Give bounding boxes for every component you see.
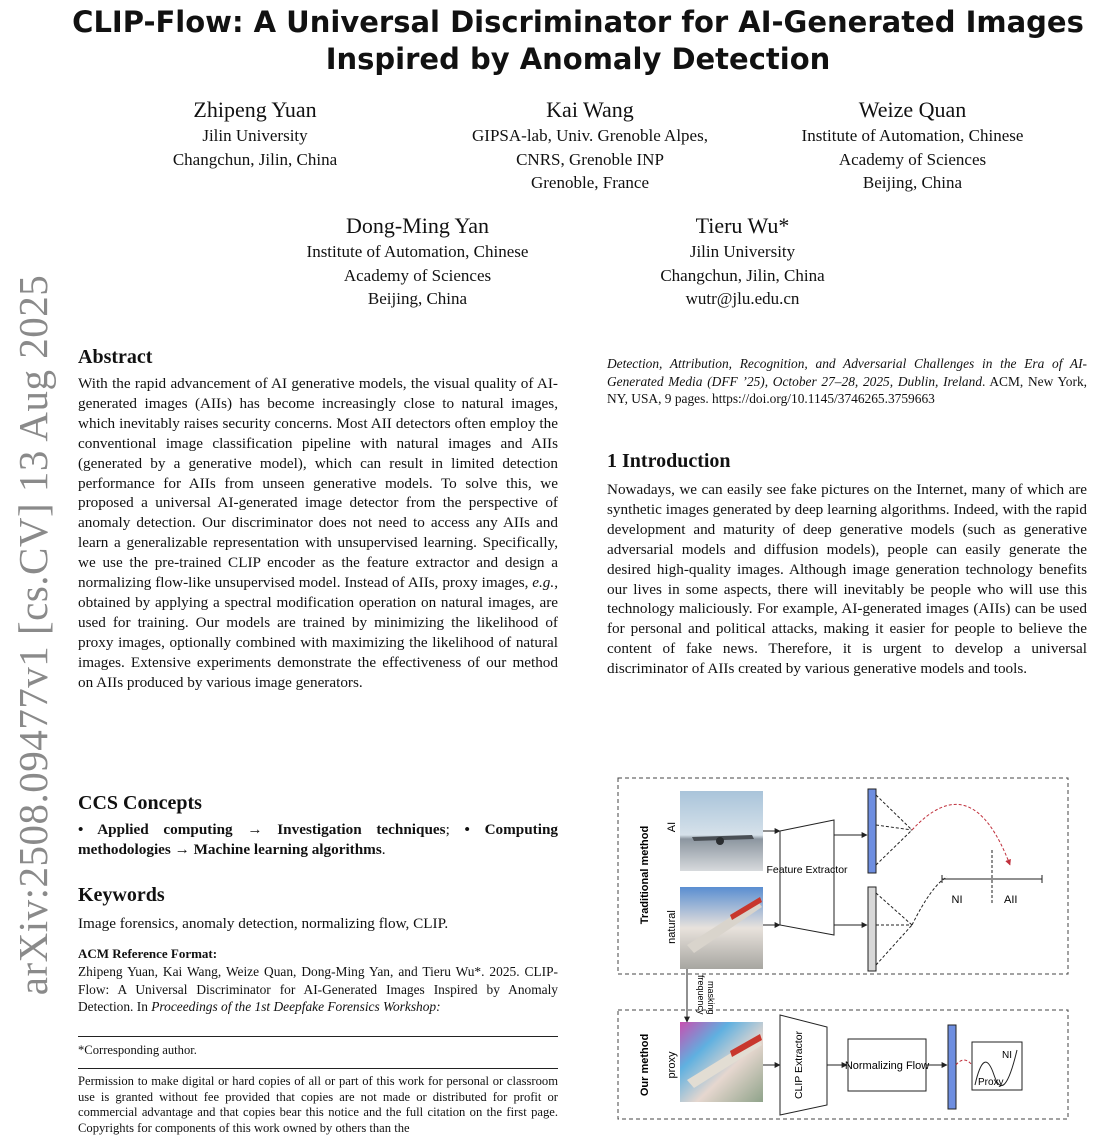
author-email[interactable]: wutr@jlu.edu.cn [685,289,800,308]
ccs-heading: CCS Concepts [78,792,202,814]
author-affiliation: Institute of Automation, Chinese [801,126,1024,145]
author-name: Weize Quan [858,97,967,122]
masking-label: masking [706,981,716,1015]
author-location: Beijing, China [367,289,468,308]
ccs-item: Machine learning algorithms [193,840,382,858]
ni-plot-label: NI [1002,1050,1012,1061]
abstract-text-part: , obtained by applying a spectral modification operation on natural images, are used for training. Our models are trained by minimizing the likelihood of proxy images, optionally combined with maximizing the likelihood of natural images. Extensive experiments demonstrate the effectiveness of our method on AIIs produced by various image generators. [78,574,558,691]
keywords-heading: Keywords [78,884,165,906]
abstract-eg: e.g. [532,574,555,592]
abstract-text [78,374,558,693]
author-affiliation: Jilin University [689,242,796,261]
acm-ref-heading: ACM Reference Format: [78,946,218,961]
ccs-item: Applied computing [97,821,233,838]
author-block [140,96,370,171]
author-block [440,96,740,195]
permission-rule [78,1068,558,1069]
ccs-concepts: • Applied computing → Investigation techniques; • Computing methodologies → Machine learning algorithms. [78,821,559,858]
author-name: Kai Wang [546,97,634,122]
natural-feature-vector [868,887,876,971]
author-block [275,212,560,311]
author-location: Beijing, China [862,173,963,192]
author-block [770,96,1055,195]
feature-extractor-label: Feature Extractor [766,864,848,876]
author-name: Tieru Wu* [695,213,790,238]
acm-ref-continued: Detection, Attribution, Recognition, and Adversarial Challenges in the Era of AI-Generated Media (DFF ’25), October 27–28, 2025, Dublin, Ireland. ACM, New York, NY, USA, 9 pages. https://doi.org/10.1145/3746265.3759663 [607,356,1088,406]
ccs-arrow: → [247,821,263,838]
aii-label: AII [1004,894,1018,906]
ni-label: NI [951,894,963,906]
acm-ref-part: Zhipeng Yuan, Kai Wang, Weize Quan, Dong-Ming Yan, and Tieru Wu*. 2025. CLIP-Flow: A Universal Discriminator for AI-Generated Images Inspired by Anomaly Detection. In [78,964,558,1014]
red-arrow [912,804,1010,865]
ccs-item: Investigation techniques [277,821,446,838]
ai-label: AI [666,821,678,833]
paper-title [60,4,1096,78]
normalizing-flow-label: Normalizing Flow [844,1060,930,1072]
title-line-1: CLIP-Flow: A Universal Discriminator for AI-Generated Images [72,5,1084,39]
acm-ref-part: . ACM, New York, NY, USA, 9 pages. https://doi.org/10.1145/3746265.3759663 [607,373,1088,406]
author-affiliation: Academy of Sciences [343,265,492,285]
method-figure [612,775,1072,1123]
author-affiliation: CNRS, Grenoble INP [516,149,664,169]
arxiv-stamp-text: arXiv:2508.09477v1 [cs.CV] 13 Aug 2025 [10,274,56,996]
clip-extractor-label: CLIP Extractor [793,1030,805,1100]
keywords-text: Image forensics, anomaly detection, normalizing flow, CLIP. [78,915,449,932]
author-name: Zhipeng Yuan [193,97,317,122]
author-location: Grenoble, France [530,173,649,192]
our-method-label: Our method [639,1033,651,1097]
traditional-method-label: Traditional method [639,825,651,925]
projection-lines [876,795,947,965]
proxy-feature-vector [948,1025,956,1109]
author-name: Dong-Ming Yan [345,213,490,238]
ccs-arrow: → [174,840,190,858]
natural-label: natural [666,910,678,944]
intro-text: Nowadays, we can easily see fake pictures on the Internet, many of which are synthetic images generated by deep learning algorithms. Indeed, with the rapid development and maturity of deep generative models (such as generative adversarial models and diffusion models), people can easily generate the desired high-quality images. Although image generation technology benefits our lives in some aspects, there will inevitably be people who will use this technology maliciously. For example, AI-generated images (AIIs) can be used for personal and political attacks, making it easier for people to believe the content of fake news. Therefore, it is urgent to develop a universal discriminator of AIIs created by various generative models and tools. [607,481,1087,678]
ai-image [680,791,763,871]
ccs-item: Computing methodologies [78,821,559,858]
permission-text: Permission to make digital or hard copies of all or part of this work for personal or classroom use is granted without fee provided that copies are not made or distributed for profit or commercial advantage and that copies bear this notice and the full citation on the first page. Copyrights for components of this work owned by others than the [78,1074,558,1135]
abstract-text-part: With the rapid advancement of AI generative models, the visual quality of AI-generated images (AIIs) has become increasingly close to natural images, which inevitably raises security concerns. Most AII detectors often employ the conventional image classification pipeline with natural images and AIIs (generated by a generative model), which can result in limited detection performance for AIIs from unseen generative models. To solve this, we proposed a universal AI-generated image detector from the perspective of anomaly detection. Our discriminator does not need to access any AIIs and learn a generalizable representation with unsupervised learning. Specifically, we use the pre-trained CLIP encoder as the feature extractor and design a normalizing flow-like unsupervised model. Instead of AIIs, proxy images, [78,375,558,592]
frequency-label: frequency [696,975,706,1015]
natural-image [680,887,763,969]
footnote: *Corresponding author. [78,1043,197,1057]
proxy-image [680,1022,763,1102]
proxy-plot-label: Proxy [978,1077,1004,1088]
acm-ref-text: Zhipeng Yuan, Kai Wang, Weize Quan, Dong-Ming Yan, and Tieru Wu*. 2025. CLIP-Flow: A Universal Discriminator for AI-Generated Images Inspired by Anomaly Detection. In Proceedings of the 1st Deepfake Forensics Workshop: [78,964,558,1014]
feature-extractor [780,820,834,935]
author-affiliation: Jilin University [202,126,308,145]
author-affiliation: GIPSA-lab, Univ. Grenoble Alpes, [472,126,708,145]
proxy-label: proxy [666,1051,678,1079]
author-affiliation: Academy of Sciences [838,149,987,169]
author-affiliation: Institute of Automation, Chinese [306,242,529,261]
author-block [630,212,855,311]
ai-feature-vector [868,789,876,873]
abstract-heading: Abstract [78,346,153,368]
intro-heading: 1 Introduction [607,450,731,472]
author-location: Changchun, Jilin, China [660,265,825,285]
title-line-2: Inspired by Anomaly Detection [325,42,831,76]
red-arrow [956,1060,972,1065]
footnote-rule [78,1036,558,1037]
author-location: Changchun, Jilin, China [172,149,338,169]
arxiv-stamp [8,275,58,995]
